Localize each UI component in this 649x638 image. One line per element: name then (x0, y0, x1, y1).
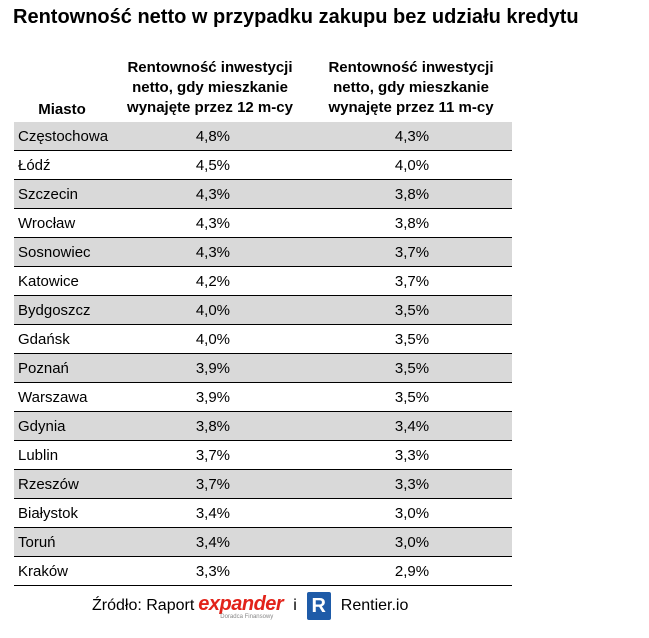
cell-11m: 4,0% (312, 151, 512, 180)
header-col-11m (310, 58, 512, 118)
table-row (14, 557, 512, 586)
cell-12m: 4,2% (114, 267, 312, 296)
cell-11m: 2,9% (312, 557, 512, 586)
cell-11m: 3,3% (312, 441, 512, 470)
cell-11m: 3,5% (312, 325, 512, 354)
cell-11m: 3,4% (312, 412, 512, 441)
cell-12m: 4,3% (114, 238, 312, 267)
cell-city: Sosnowiec (14, 238, 114, 267)
cell-city: Kraków (14, 557, 114, 586)
cell-11m: 3,8% (312, 209, 512, 238)
table-row (14, 296, 512, 325)
header-col-12m-line: Rentowność inwestycji (127, 59, 293, 76)
table-row (14, 238, 512, 267)
table-row (14, 122, 512, 151)
header-col-11m-line: netto, gdy mieszkanie (333, 79, 489, 96)
expander-logo-word: expander (198, 592, 284, 615)
cell-city: Warszawa (14, 383, 114, 412)
cell-11m: 3,7% (312, 238, 512, 267)
table-row (14, 325, 512, 354)
table-row (14, 528, 512, 557)
header-col-11m-line: wynajęte przez 11 m-cy (328, 99, 494, 116)
table-row (14, 383, 512, 412)
cell-city: Poznań (14, 354, 114, 383)
expander-logo (198, 593, 283, 620)
cell-city: Lublin (14, 441, 114, 470)
cell-city: Białystok (14, 499, 114, 528)
cell-12m: 3,7% (114, 441, 312, 470)
table-row (14, 441, 512, 470)
cell-12m: 4,3% (114, 209, 312, 238)
header-col-12m (110, 58, 310, 118)
data-table (14, 122, 512, 586)
cell-11m: 3,5% (312, 296, 512, 325)
cell-12m: 4,0% (114, 325, 312, 354)
table-row (14, 151, 512, 180)
table-row (14, 267, 512, 296)
expander-logo-subtitle: Doradca Finansowy (220, 613, 274, 620)
source-footer (92, 590, 408, 622)
cell-12m: 3,7% (114, 470, 312, 499)
cell-12m: 4,0% (114, 296, 312, 325)
cell-11m: 4,3% (312, 122, 512, 151)
table-row (14, 209, 512, 238)
cell-12m: 3,4% (114, 499, 312, 528)
table-row (14, 412, 512, 441)
cell-12m: 4,8% (114, 122, 312, 151)
cell-11m: 3,7% (312, 267, 512, 296)
cell-city: Częstochowa (14, 122, 114, 151)
table-header (14, 58, 512, 120)
cell-11m: 3,0% (312, 528, 512, 557)
cell-12m: 4,3% (114, 180, 312, 209)
table-row (14, 354, 512, 383)
table-row (14, 180, 512, 209)
cell-city: Toruń (14, 528, 114, 557)
cell-11m: 3,5% (312, 383, 512, 412)
header-col-11m-line: Rentowność inwestycji (328, 59, 494, 76)
cell-city: Rzeszów (14, 470, 114, 499)
cell-city: Bydgoszcz (14, 296, 114, 325)
cell-11m: 3,5% (312, 354, 512, 383)
conjunction: i (293, 597, 297, 614)
cell-11m: 3,3% (312, 470, 512, 499)
rentier-logo-text: Rentier.io (340, 597, 409, 614)
header-col-12m-line: wynajęte przez 12 m-cy (127, 99, 293, 116)
rentier-logo-icon: R (307, 592, 331, 620)
cell-11m: 3,0% (312, 499, 512, 528)
cell-city: Łódź (14, 151, 114, 180)
page-title: Rentowność netto w przypadku zakupu bez udziału kredytu (13, 6, 579, 28)
cell-city: Szczecin (14, 180, 114, 209)
cell-11m: 3,8% (312, 180, 512, 209)
source-label: Źródło: Raport (92, 597, 195, 614)
cell-12m: 3,4% (114, 528, 312, 557)
cell-12m: 3,3% (114, 557, 312, 586)
cell-12m: 3,9% (114, 383, 312, 412)
cell-city: Wrocław (14, 209, 114, 238)
cell-city: Katowice (14, 267, 114, 296)
cell-12m: 3,9% (114, 354, 312, 383)
header-col-12m-line: netto, gdy mieszkanie (132, 79, 288, 96)
header-city: Miasto (38, 101, 86, 118)
cell-12m: 3,8% (114, 412, 312, 441)
cell-city: Gdańsk (14, 325, 114, 354)
cell-12m: 4,5% (114, 151, 312, 180)
table-row (14, 470, 512, 499)
table-row (14, 499, 512, 528)
cell-city: Gdynia (14, 412, 114, 441)
